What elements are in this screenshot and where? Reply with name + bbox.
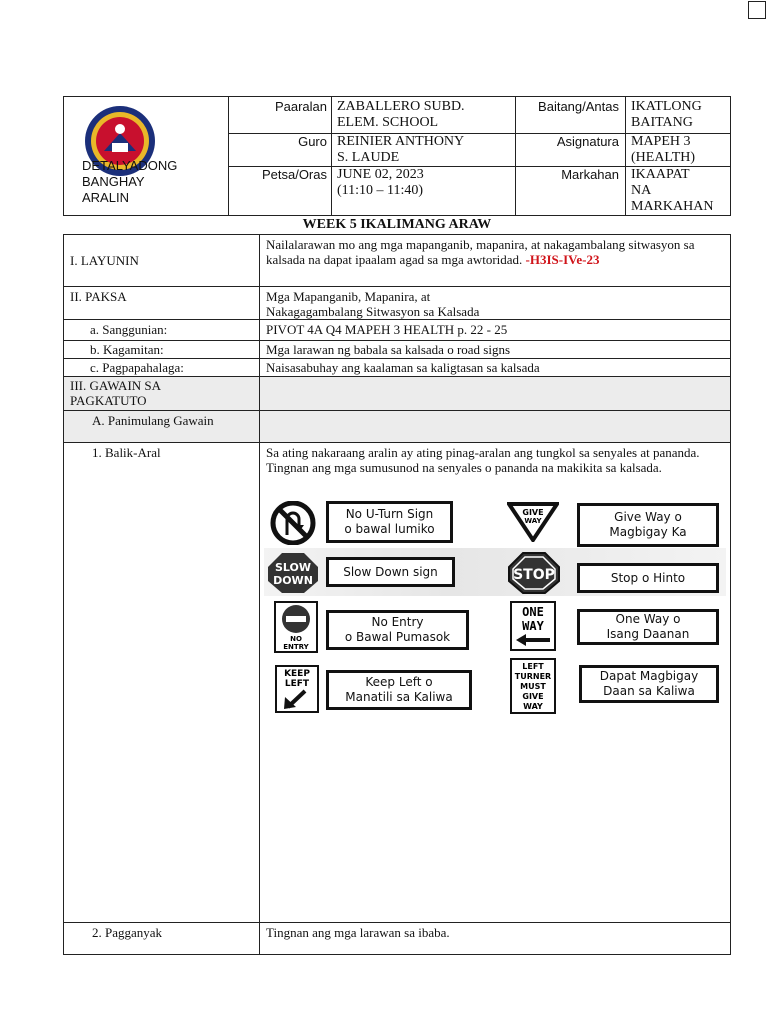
left-turner-label: Dapat Magbigay Daan sa Kaliwa: [579, 665, 719, 703]
svg-text:MUST: MUST: [520, 682, 546, 691]
header-row-petsa: [228, 166, 730, 215]
value-pagganyak: Tingnan ang mga larawan sa ibaba.: [266, 925, 450, 940]
value-kagamitan: Mga larawan ng babala sa kalsada o road signs: [266, 342, 511, 357]
value-paaralan: ZABALLERO SUBD. ELEM. SCHOOL: [332, 97, 516, 133]
key-pagganyak: 2. Pagganyak: [92, 925, 163, 940]
svg-text:STOP: STOP: [513, 567, 555, 583]
keep-left-sign-icon: [275, 665, 319, 713]
road-signs-figure: [264, 500, 726, 720]
label-baitang: Baitang/Antas: [516, 97, 626, 133]
key-layunin: I. LAYUNIN: [70, 253, 139, 268]
value-paksa: Mga Mapanganib, Mapanira, at Nakagagambalang Sitwasyon sa Kalsada: [266, 289, 480, 319]
give-way-sign-icon: [507, 502, 559, 542]
left-turner-sign-icon: [510, 658, 556, 714]
key-paksa: II. PAKSA: [70, 289, 127, 304]
label-paaralan: Paaralan: [228, 97, 332, 133]
key-pagpapahalaga: c. Pagpapahalaga:: [90, 360, 184, 375]
value-sanggunian: PIVOT 4A Q4 MAPEH 3 HEALTH p. 22 - 25: [266, 322, 508, 337]
value-markahan: IKAAPAT NA MARKAHAN: [631, 167, 714, 214]
column-divider: [259, 235, 260, 954]
svg-text:ONE: ONE: [522, 605, 544, 619]
stop-sign-icon: [507, 551, 561, 595]
value-guro: REINIER ANTHONY S. LAUDE: [332, 133, 516, 166]
key-kagamitan: b. Kagamitan:: [90, 342, 164, 357]
svg-text:ENTRY: ENTRY: [283, 643, 309, 651]
stop-label: Stop o Hinto: [577, 563, 719, 593]
value-pagpapahalaga: Naisasabuhay ang kaalaman sa kaligtasan sa kalsada: [266, 360, 540, 375]
svg-text:LEFT: LEFT: [522, 662, 544, 671]
svg-text:LEFT: LEFT: [284, 679, 310, 689]
value-asignatura: MAPEH 3 (HEALTH): [631, 134, 696, 165]
key-panimulang: A. Panimulang Gawain: [92, 413, 214, 428]
row-kagamitan: [64, 341, 730, 359]
value-layunin: Nailalarawan mo ang mga mapanganib, mapanira, at nakagambalang sitwasyon sa kalsada na dapat ipaalam agad sa mga awtoridad. -H3IS-IVe-23: [266, 237, 695, 267]
keep-left-label: Keep Left o Manatili sa Kaliwa: [326, 670, 472, 710]
give-way-label: Give Way o Magbigay Ka: [577, 503, 719, 547]
header-table: [63, 96, 731, 216]
lesson-table: [63, 234, 731, 955]
row-sanggunian: [64, 320, 730, 341]
label-asignatura: Asignatura: [516, 133, 626, 166]
value-balik-aral: Sa ating nakaraang aralin ay ating pinag-aralan ang tungkol sa senyales at pananda. Tingnan ang mga sumusunod na senyales o pananda na makikita sa kalsada.: [266, 445, 700, 475]
slow-down-label: Slow Down sign: [326, 557, 455, 587]
svg-text:WAY: WAY: [523, 702, 543, 711]
svg-text:DOWN: DOWN: [273, 574, 313, 587]
no-uturn-sign-icon: [266, 501, 320, 545]
value-baitang: IKATLONG BAITANG: [631, 99, 702, 130]
header-row-guro: [228, 133, 730, 167]
competency-code: -H3IS-IVe-23: [525, 252, 600, 267]
row-pagganyak: [64, 923, 730, 954]
svg-text:NO: NO: [290, 635, 302, 643]
svg-text:WAY: WAY: [522, 619, 544, 633]
svg-text:GIVE: GIVE: [522, 508, 544, 517]
document-title: DETALYADONG BANGHAY ARALIN: [82, 158, 178, 205]
one-way-sign-icon: [510, 601, 556, 651]
row-gawain: [64, 377, 730, 411]
row-layunin: [64, 235, 730, 287]
row-panimulang: [64, 411, 730, 443]
header-row-paaralan: [228, 97, 730, 134]
label-guro: Guro: [228, 133, 332, 166]
value-petsa: JUNE 02, 2023 (11:10 – 11:40): [332, 166, 516, 215]
no-entry-sign-icon: [274, 601, 318, 653]
row-paksa: [64, 287, 730, 320]
svg-text:KEEP: KEEP: [284, 669, 310, 679]
page-corner-checkbox[interactable]: [748, 1, 766, 19]
label-petsa: Petsa/Oras: [228, 166, 332, 215]
week-title: WEEK 5 IKALIMANG ARAW: [302, 217, 492, 232]
svg-text:GIVE: GIVE: [522, 692, 544, 701]
key-sanggunian: a. Sanggunian:: [90, 322, 168, 337]
slow-down-sign-icon: [266, 551, 320, 595]
logo-cell: [64, 97, 229, 215]
key-gawain: III. GAWAIN SA PAGKATUTO: [70, 378, 162, 408]
svg-text:WAY: WAY: [524, 517, 542, 525]
label-markahan: Markahan: [516, 166, 626, 215]
key-balik-aral: 1. Balik-Aral: [92, 445, 161, 460]
one-way-label: One Way o Isang Daanan: [577, 609, 719, 645]
svg-text:TURNER: TURNER: [514, 672, 552, 681]
row-pagpapahalaga: [64, 359, 730, 377]
no-uturn-label: No U-Turn Sign o bawal lumiko: [326, 501, 453, 543]
no-entry-label: No Entry o Bawal Pumasok: [326, 610, 469, 650]
svg-text:SLOW: SLOW: [274, 561, 312, 574]
